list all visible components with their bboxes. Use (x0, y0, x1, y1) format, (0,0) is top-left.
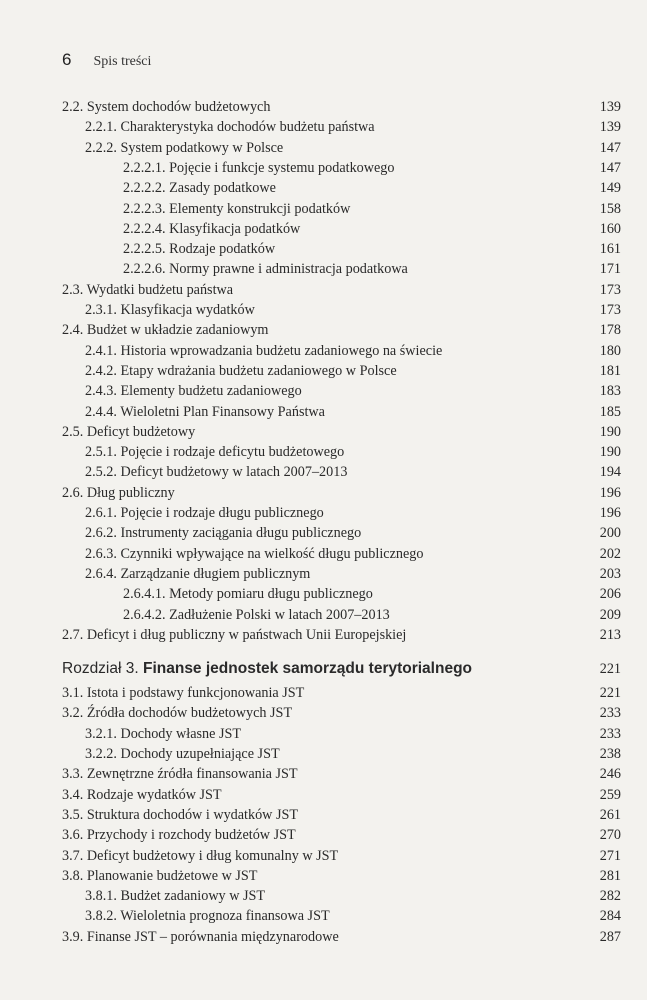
toc-entry-label: 3.9. Finanse JST – porównania międzynarodowe (62, 928, 339, 945)
toc-entry-page: 139 (599, 99, 621, 115)
toc-entry (0, 220, 647, 238)
toc-entry (0, 118, 647, 136)
toc-entry (0, 240, 647, 258)
toc-entry (0, 179, 647, 197)
toc-entry-page: 233 (599, 725, 621, 742)
toc-entry-page: 246 (599, 766, 621, 783)
toc-entry (0, 826, 647, 844)
toc-entry-page: 287 (599, 928, 621, 945)
toc-entry-page: 281 (599, 867, 621, 884)
toc-entry (0, 806, 647, 824)
toc-entry-label: 2.2.2.1. Pojęcie i funkcje systemu podatkowego (123, 159, 395, 176)
toc-entry-label: 2.5.1. Pojęcie i rodzaje deficytu budżetowego (85, 444, 345, 461)
toc-entry-page: 178 (599, 322, 621, 339)
toc-entry-page: 196 (599, 484, 621, 501)
toc-entry (0, 281, 647, 299)
toc-entry (0, 321, 647, 339)
toc-entry (0, 887, 647, 905)
toc-entry-page: 221 (599, 661, 621, 678)
toc-entry-label: 3.2.2. Dochody uzupełniające JST (85, 746, 280, 762)
toc-entry-label: 2.2.2.2. Zasady podatkowe (123, 180, 276, 197)
toc-entry (0, 524, 647, 542)
toc-entry-page: 284 (599, 908, 621, 925)
toc-entry (0, 585, 647, 603)
toc-entry-label: 2.4.1. Historia wprowadzania budżetu zadaniowego na świecie (85, 342, 443, 359)
chapter-title: Finanse jednostek samorządu terytorialnego (142, 660, 473, 678)
toc-entry-label: 2.3. Wydatki budżetu państwa (62, 281, 234, 298)
toc-entry-label: 2.6.2. Instrumenty zaciągania długu publicznego (85, 525, 362, 542)
toc-entry-label: 2.6.4.1. Metody pomiaru długu publicznego (123, 586, 373, 603)
toc-entry (0, 463, 647, 481)
toc-entry-page: 190 (599, 444, 621, 461)
toc-entry-label: 2.6. Dług publiczny (62, 484, 175, 501)
toc-entry-label: 2.4.4. Wieloletni Plan Finansowy Państwa (85, 403, 325, 420)
toc-entry-label: 3.4. Rodzaje wydatków JST (62, 786, 222, 803)
toc-entry-label: 2.3.1. Klasyfikacja wydatków (85, 302, 255, 318)
toc-entry-page: 200 (599, 525, 621, 542)
toc-entry (0, 704, 647, 722)
toc-entry-page: 271 (599, 847, 621, 864)
toc-entry (0, 200, 647, 218)
toc-entry-label: 3.1. Istota i podstawy funkcjonowania JST (62, 685, 305, 702)
toc-entry (0, 260, 647, 278)
toc-entry-label: 3.8.2. Wieloletnia prognoza finansowa JST (85, 908, 330, 925)
toc-entry-page: 173 (599, 281, 621, 298)
toc-entry-label: 2.4.3. Elementy budżetu zadaniowego (85, 383, 302, 400)
toc-entry-label (62, 660, 472, 678)
toc-entry-label: 2.2.2.3. Elementy konstrukcji podatków (123, 200, 351, 217)
toc-entry-page: 185 (599, 403, 621, 420)
toc-entry (0, 382, 647, 400)
toc-entry (0, 98, 647, 116)
toc-entry-page: 190 (599, 423, 621, 440)
toc-entry-page: 171 (599, 261, 621, 278)
toc-entry-page: 203 (599, 565, 621, 582)
toc-chapter-entry (0, 660, 647, 678)
toc-entry-label: 3.6. Przychody i rozchody budżetów JST (62, 827, 296, 844)
toc-entry-label: 3.8. Planowanie budżetowe w JST (62, 867, 258, 884)
toc-entry (0, 423, 647, 441)
toc-entry (0, 362, 647, 380)
toc-entry (0, 725, 647, 743)
toc-entry (0, 159, 647, 177)
toc-entry-label: 2.2. System dochodów budżetowych (62, 99, 271, 115)
toc-entry (0, 765, 647, 783)
toc-entry-label: 3.5. Struktura dochodów i wydatków JST (62, 806, 299, 823)
toc-entry-page: 282 (599, 888, 621, 905)
toc-entry-page: 181 (599, 362, 621, 379)
toc-entry-page: 194 (599, 464, 621, 481)
toc-entry-label: 2.2.2.6. Normy prawne i administracja podatkowa (123, 261, 408, 278)
toc-entry (0, 626, 647, 644)
toc-entry-page: 158 (599, 200, 621, 217)
toc-entry-page: 180 (599, 342, 621, 359)
toc-entry-label: 2.6.1. Pojęcie i rodzaje długu publicznego (85, 505, 324, 521)
toc-entry (0, 907, 647, 925)
toc-entry (0, 484, 647, 502)
toc-entry (0, 403, 647, 421)
toc-entry-page: 183 (599, 383, 621, 400)
toc-entry (0, 928, 647, 946)
toc-entry-page: 196 (599, 505, 621, 521)
running-title: Spis treści (93, 54, 152, 69)
toc-entry-label: 3.3. Zewnętrzne źródła finansowania JST (62, 766, 298, 783)
chapter-prefix: Rozdział 3. (62, 660, 143, 678)
toc-entry (0, 301, 647, 319)
page-number: 6 (62, 50, 72, 69)
toc-entry-page: 259 (599, 786, 621, 803)
toc-entry-label: 3.2. Źródła dochodów budżetowych JST (62, 705, 293, 722)
toc-entry-label: 2.4.2. Etapy wdrażania budżetu zadaniowego w Polsce (85, 362, 397, 379)
toc-entry-page: 206 (599, 586, 621, 603)
toc-entry (0, 867, 647, 885)
toc-entry-page: 238 (599, 746, 621, 762)
toc-entry (0, 745, 647, 763)
toc-entry-label: 2.6.4. Zarządzanie długiem publicznym (85, 565, 311, 582)
toc-entry (0, 504, 647, 522)
toc-entry-page: 209 (599, 606, 621, 623)
toc-entry-label: 2.5.2. Deficyt budżetowy w latach 2007–2013 (85, 464, 348, 481)
toc-entry (0, 606, 647, 624)
toc-entry-label: 2.6.3. Czynniki wpływające na wielkość długu publicznego (85, 545, 424, 562)
toc-entry-page: 161 (599, 241, 621, 258)
toc-entry-label: 2.2.1. Charakterystyka dochodów budżetu państwa (85, 119, 375, 136)
toc-entry-page: 261 (599, 806, 621, 823)
toc-entry-label: 2.7. Deficyt i dług publiczny w państwach Unii Europejskiej (62, 626, 407, 643)
toc-entry (0, 847, 647, 865)
toc-entry-label: 3.8.1. Budżet zadaniowy w JST (85, 888, 266, 905)
toc-entry-page: 139 (599, 119, 621, 136)
toc-entry-label: 2.5. Deficyt budżetowy (62, 423, 196, 440)
toc-entry-label: 3.7. Deficyt budżetowy i dług komunalny w JST (62, 847, 339, 864)
toc-entry-page: 233 (599, 705, 621, 722)
toc-entry-label: 2.2.2.5. Rodzaje podatków (123, 241, 276, 258)
toc-entry-page: 221 (599, 685, 621, 702)
toc-entry (0, 565, 647, 583)
toc-entry-page: 213 (599, 626, 621, 643)
toc-entry-page: 160 (599, 220, 621, 237)
toc-entry (0, 684, 647, 702)
toc-entry-label: 2.2.2. System podatkowy w Polsce (85, 139, 284, 156)
toc-entry (0, 545, 647, 563)
toc-entry (0, 786, 647, 804)
toc-entry-label: 2.2.2.4. Klasyfikacja podatków (123, 220, 301, 237)
toc-entry-label: 2.6.4.2. Zadłużenie Polski w latach 2007–2013 (123, 606, 390, 623)
toc-entry-page: 270 (599, 827, 621, 844)
toc-entry-page: 202 (599, 545, 621, 562)
toc-entry-page: 147 (599, 159, 621, 176)
toc-entry-page: 149 (599, 180, 621, 197)
toc-entry-label: 3.2.1. Dochody własne JST (85, 725, 242, 742)
toc-entry-page: 147 (599, 139, 621, 156)
toc-entry-label: 2.4. Budżet w układzie zadaniowym (62, 322, 269, 339)
toc-entry (0, 139, 647, 157)
toc-entry (0, 443, 647, 461)
toc-entry (0, 342, 647, 360)
toc-entry-page: 173 (599, 302, 621, 318)
